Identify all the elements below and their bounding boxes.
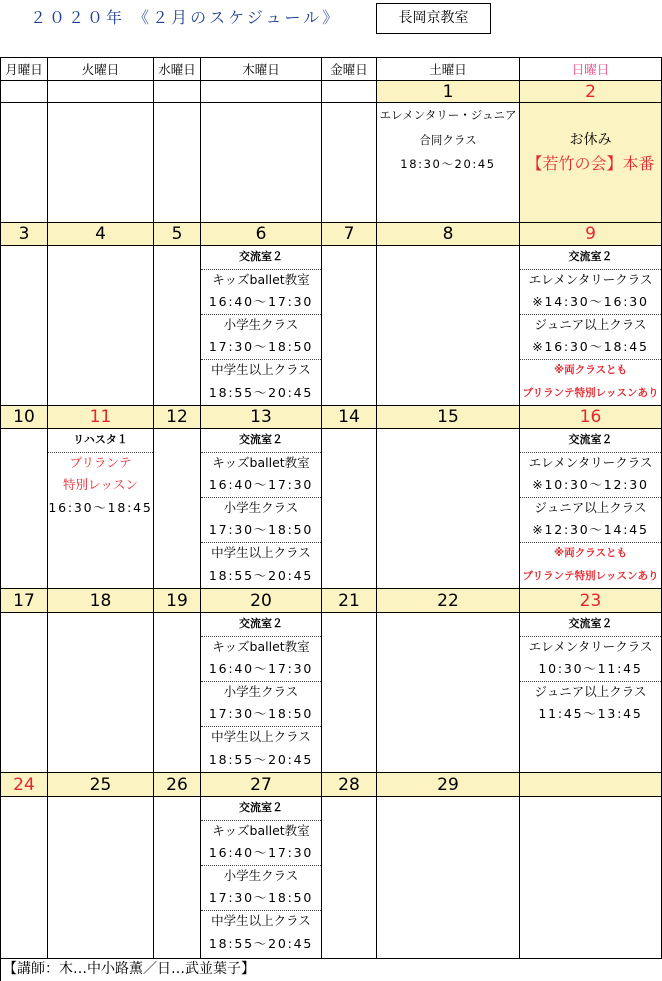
- class-group: [201, 314, 321, 359]
- date-cell: 5: [154, 223, 200, 245]
- schedule-line: 17:30〜18:50: [208, 339, 314, 355]
- date-cell: 16: [520, 406, 661, 428]
- schedule-line: 合同クラス: [419, 132, 477, 147]
- class-group: [201, 359, 321, 404]
- schedule-line: 中学生以上クラス: [211, 544, 311, 560]
- class-group: [520, 681, 661, 726]
- schedule-line: 特別レッスン: [63, 477, 138, 493]
- schedule-cell: [377, 429, 519, 588]
- schedule-line: ジュニア以上クラス: [534, 683, 647, 699]
- class-group: [377, 103, 519, 177]
- schedule-line: 小学生クラス: [223, 499, 299, 515]
- schedule-line: 17:30〜18:50: [208, 522, 314, 538]
- date-cell: 3: [1, 223, 47, 245]
- room-label: 交流室２: [239, 433, 283, 446]
- date-cell: 23: [520, 589, 661, 612]
- class-group: [201, 497, 321, 542]
- date-cell: [520, 773, 661, 796]
- schedule-cell: [201, 429, 321, 588]
- schedule-line: 18:55〜20:45: [208, 384, 314, 400]
- schedule-cell: [520, 246, 661, 405]
- weekday-header: 金曜日: [322, 58, 376, 80]
- date-cell: [48, 81, 153, 102]
- class-group: [48, 429, 153, 452]
- date-cell: 9: [520, 223, 661, 245]
- room-label: リハスタ１: [73, 433, 128, 446]
- schedule-line: 16:40〜17:30: [208, 294, 314, 310]
- room-label: 交流室２: [568, 250, 613, 263]
- schedule-cell: [1, 613, 47, 772]
- schedule-line: 11:45〜13:45: [538, 706, 643, 722]
- schedule-cell: [1, 429, 47, 588]
- schedule-cell: [48, 613, 153, 772]
- weekday-header: 月曜日: [1, 58, 47, 80]
- schedule-line: エレメンタリー・ジュニア: [379, 108, 517, 122]
- schedule-line: 18:55〜20:45: [208, 935, 314, 951]
- date-cell: 24: [1, 773, 47, 796]
- schedule-cell: [377, 246, 519, 405]
- date-cell: 28: [322, 773, 376, 796]
- schedule-cell: [377, 613, 519, 772]
- schedule-line: キッズballet教室: [212, 822, 310, 838]
- schedule-cell: [1, 103, 47, 222]
- class-group: [201, 636, 321, 681]
- note-line: ブリランテ特別レッスンあり: [522, 569, 659, 582]
- class-group: [520, 314, 661, 359]
- class-group: [201, 910, 321, 955]
- date-cell: 19: [154, 589, 200, 612]
- class-group: [201, 820, 321, 865]
- weekday-header: 火曜日: [48, 58, 153, 80]
- note-line: ※両クラスとも: [554, 363, 627, 376]
- date-cell: 6: [201, 223, 321, 245]
- schedule-line: キッズballet教室: [212, 454, 310, 470]
- date-cell: [322, 81, 376, 102]
- date-cell: 20: [201, 589, 321, 612]
- schedule-line: ブリランテ: [69, 454, 132, 470]
- schedule-cell: [154, 246, 200, 405]
- schedule-cell: [377, 797, 519, 958]
- date-cell: 13: [201, 406, 321, 428]
- class-group: [520, 452, 661, 497]
- schedule-line: 18:55〜20:45: [208, 567, 314, 583]
- schedule-cell: [48, 797, 153, 958]
- date-cell: 25: [48, 773, 153, 796]
- schedule-line: ジュニア以上クラス: [534, 316, 647, 332]
- schedule-line: エレメンタリークラス: [528, 638, 653, 654]
- schedule-cell: [201, 246, 321, 405]
- class-group: [520, 359, 661, 404]
- note-line: ブリランテ特別レッスンあり: [522, 386, 659, 399]
- class-group: [201, 429, 321, 452]
- class-group: [520, 269, 661, 314]
- date-cell: 12: [154, 406, 200, 428]
- date-cell: 8: [377, 223, 519, 245]
- schedule-line: 10:30〜11:45: [538, 661, 643, 677]
- schedule-cell: [322, 246, 376, 405]
- classroom-label: 長岡京教室: [376, 3, 491, 34]
- schedule-cell: [377, 103, 519, 222]
- date-cell: 1: [377, 81, 519, 102]
- schedule-line: 中学生以上クラス: [211, 361, 311, 377]
- schedule-cell: [322, 429, 376, 588]
- weekday-header: 土曜日: [377, 58, 519, 80]
- schedule-line: ジュニア以上クラス: [534, 499, 647, 515]
- weekday-header: 木曜日: [201, 58, 321, 80]
- schedule-line: 中学生以上クラス: [211, 728, 311, 744]
- date-cell: 7: [322, 223, 376, 245]
- class-group: [520, 246, 661, 269]
- date-cell: 10: [1, 406, 47, 428]
- weekday-header: 日曜日: [520, 58, 661, 80]
- room-label: 交流室２: [568, 617, 613, 630]
- page-title: ２０２０年 《２月のスケジュール》: [30, 8, 342, 27]
- date-cell: 29: [377, 773, 519, 796]
- class-group: [201, 797, 321, 820]
- event-label: 【若竹の会】本番: [526, 154, 655, 173]
- schedule-calendar: [0, 57, 662, 959]
- instructor-note: 【講師：木…中小路薫／日…武並葉子】: [0, 959, 662, 981]
- date-cell: [201, 81, 321, 102]
- weekday-header: 水曜日: [154, 58, 200, 80]
- schedule-line: 16:40〜17:30: [208, 845, 314, 861]
- class-group: [201, 865, 321, 910]
- schedule-line: 小学生クラス: [223, 316, 299, 332]
- schedule-line: 小学生クラス: [223, 683, 299, 699]
- date-cell: 22: [377, 589, 519, 612]
- class-group: [201, 269, 321, 314]
- schedule-line: キッズballet教室: [212, 271, 310, 287]
- class-group: [520, 636, 661, 681]
- schedule-line: ※16:30〜18:45: [532, 339, 649, 355]
- schedule-line: キッズballet教室: [212, 638, 310, 654]
- class-group: [201, 681, 321, 726]
- schedule-cell: [48, 429, 153, 588]
- date-cell: 14: [322, 406, 376, 428]
- date-cell: 26: [154, 773, 200, 796]
- schedule-cell: [154, 429, 200, 588]
- date-cell: 18: [48, 589, 153, 612]
- schedule-cell: [1, 246, 47, 405]
- schedule-cell: [520, 103, 661, 222]
- class-group: [520, 497, 661, 542]
- schedule-line: 18:55〜20:45: [208, 751, 314, 767]
- schedule-cell: [322, 613, 376, 772]
- schedule-line: ※14:30〜16:30: [532, 294, 649, 310]
- date-cell: 15: [377, 406, 519, 428]
- date-cell: 2: [520, 81, 661, 102]
- room-label: 交流室２: [239, 801, 283, 814]
- class-group: [201, 613, 321, 636]
- class-group: [201, 452, 321, 497]
- schedule-line: お休み: [569, 131, 612, 148]
- schedule-line: 17:30〜18:50: [208, 890, 314, 906]
- schedule-cell: [1, 797, 47, 958]
- date-cell: 11: [48, 406, 153, 428]
- class-group: [201, 542, 321, 587]
- schedule-line: エレメンタリークラス: [528, 271, 653, 287]
- date-cell: 27: [201, 773, 321, 796]
- date-cell: 4: [48, 223, 153, 245]
- schedule-line: 16:30〜18:45: [48, 499, 153, 515]
- schedule-line: ※10:30〜12:30: [532, 477, 649, 493]
- schedule-line: ※12:30〜14:45: [532, 522, 649, 538]
- schedule-cell: [520, 613, 661, 772]
- schedule-line: 17:30〜18:50: [208, 706, 314, 722]
- schedule-line: エレメンタリークラス: [528, 454, 653, 470]
- class-group: [520, 429, 661, 452]
- schedule-cell: [154, 797, 200, 958]
- schedule-cell: [322, 797, 376, 958]
- schedule-line: 18:30〜20:45: [400, 157, 496, 171]
- schedule-cell: [48, 103, 153, 222]
- schedule-cell: [154, 103, 200, 222]
- room-label: 交流室２: [239, 617, 283, 630]
- date-cell: 21: [322, 589, 376, 612]
- room-label: 交流室２: [568, 433, 613, 446]
- schedule-cell: [48, 246, 153, 405]
- note-line: ※両クラスとも: [554, 546, 627, 559]
- schedule-cell: [201, 103, 321, 222]
- schedule-line: 中学生以上クラス: [211, 912, 311, 928]
- schedule-cell: [322, 103, 376, 222]
- class-group: [201, 726, 321, 771]
- schedule-cell: [520, 429, 661, 588]
- class-group: [520, 128, 661, 177]
- date-cell: [1, 81, 47, 102]
- class-group: [520, 542, 661, 587]
- date-cell: 17: [1, 589, 47, 612]
- schedule-cell: [154, 613, 200, 772]
- schedule-line: 16:40〜17:30: [208, 477, 314, 493]
- class-group: [201, 246, 321, 269]
- schedule-cell: [201, 613, 321, 772]
- schedule-cell: [520, 797, 661, 958]
- class-group: [48, 452, 153, 520]
- date-cell: [154, 81, 200, 102]
- room-label: 交流室２: [239, 250, 283, 263]
- schedule-line: 16:40〜17:30: [208, 661, 314, 677]
- schedule-line: 小学生クラス: [223, 867, 299, 883]
- class-group: [520, 613, 661, 636]
- schedule-cell: [201, 797, 321, 958]
